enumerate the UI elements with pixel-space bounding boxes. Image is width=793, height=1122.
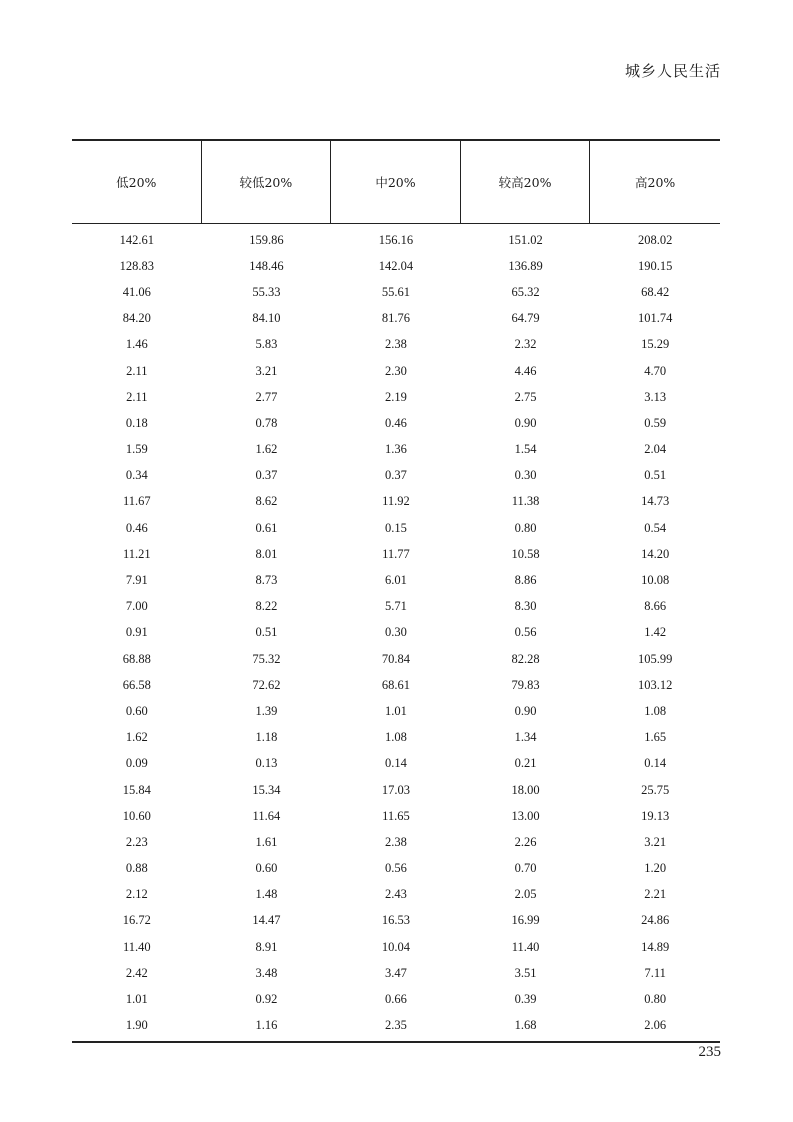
table-cell: 1.59 [125, 442, 148, 457]
table-cell: 1.62 [255, 442, 278, 457]
table-cell: 8.91 [255, 939, 278, 954]
table-cell: 1.65 [644, 730, 667, 745]
table-cell: 1.01 [125, 992, 148, 1007]
table-cell: 75.32 [252, 651, 281, 666]
table-row [72, 777, 720, 803]
table-cell: 0.60 [255, 861, 278, 876]
table-cell: 66.58 [122, 677, 151, 692]
table-cell: 16.53 [381, 913, 411, 928]
table-header [72, 139, 720, 224]
table-cell: 0.90 [514, 703, 537, 718]
table-cell: 7.11 [644, 965, 666, 980]
table-cell: 17.03 [381, 782, 411, 797]
running-head: 城乡人民生活 [624, 62, 721, 80]
table-cell: 0.46 [125, 520, 148, 535]
table-row [72, 882, 720, 908]
table-cell: 2.04 [644, 442, 667, 457]
table-cell: 142.04 [378, 258, 414, 273]
table-row [72, 410, 720, 436]
table-row [72, 332, 720, 358]
table-cell: 0.61 [255, 520, 278, 535]
table-cell: 1.48 [255, 887, 278, 902]
table-cell: 0.39 [514, 992, 537, 1007]
table-cell: 11.40 [122, 939, 151, 954]
table-cell: 8.66 [644, 599, 667, 614]
table-cell: 159.86 [249, 232, 284, 247]
table-cell: 11.21 [122, 546, 151, 561]
table-cell: 25.75 [641, 782, 670, 797]
table-cell: 7.91 [125, 573, 148, 588]
table-cell: 208.02 [637, 232, 673, 247]
table-cell: 16.72 [122, 913, 151, 928]
table-cell: 68.88 [122, 651, 151, 666]
table-cell: 0.13 [255, 756, 278, 771]
table-cell: 10.08 [641, 573, 670, 588]
table-cell: 1.34 [514, 730, 537, 745]
table-cell: 84.10 [252, 311, 281, 326]
table-cell: 11.40 [511, 939, 540, 954]
table-cell: 3.21 [255, 363, 278, 378]
table-cell: 0.80 [644, 992, 667, 1007]
table-cell: 14.89 [641, 939, 670, 954]
table-cell: 0.15 [385, 520, 407, 535]
table-row [72, 725, 720, 751]
table-cell: 8.86 [514, 573, 537, 588]
table-cell: 0.14 [644, 756, 667, 771]
table-cell: 2.43 [385, 887, 407, 902]
table-cell: 0.09 [125, 756, 148, 771]
table-cell: 18.00 [511, 782, 540, 797]
table-cell: 0.78 [255, 415, 278, 430]
table-row [72, 986, 720, 1012]
table-cell: 6.01 [385, 573, 407, 588]
table-cell: 84.20 [122, 311, 151, 326]
table-cell: 1.01 [385, 703, 407, 718]
table-cell: 151.02 [508, 232, 543, 247]
table-cell: 2.77 [255, 389, 278, 404]
table-cell: 55.61 [381, 284, 411, 299]
column-header: 高20% [635, 175, 676, 190]
table-cell: 2.32 [514, 337, 537, 352]
table-cell: 1.39 [255, 703, 278, 718]
table-cell: 55.33 [252, 284, 281, 299]
page-number: 235 [698, 1044, 721, 1060]
table-cell: 11.92 [382, 494, 410, 509]
table-row [72, 306, 720, 332]
table-row [72, 567, 720, 593]
table-cell: 190.15 [637, 258, 673, 273]
table-cell: 11.64 [252, 808, 281, 823]
table-cell: 2.21 [644, 887, 667, 902]
table-cell: 2.19 [385, 389, 407, 404]
table-body [72, 224, 720, 1043]
table-cell: 101.74 [637, 311, 673, 326]
table-row [72, 594, 720, 620]
table-cell: 105.99 [637, 651, 673, 666]
table-cell: 3.51 [514, 965, 537, 980]
table-row [72, 829, 720, 855]
table-cell: 0.88 [125, 861, 148, 876]
table-cell: 1.90 [125, 1018, 148, 1033]
table-cell: 1.54 [514, 442, 537, 457]
table-cell: 24.86 [641, 913, 670, 928]
table-cell: 2.11 [126, 389, 148, 404]
table-cell: 0.18 [125, 415, 148, 430]
table-cell: 0.66 [385, 992, 407, 1007]
table-cell: 0.30 [514, 468, 537, 483]
table-row [72, 463, 720, 489]
table-cell: 0.51 [644, 468, 667, 483]
table-cell: 1.08 [644, 703, 667, 718]
table-cell: 0.34 [125, 468, 148, 483]
table-cell: 2.75 [514, 389, 537, 404]
table-row [72, 1013, 720, 1039]
table-cell: 103.12 [637, 677, 673, 692]
table-row [72, 620, 720, 646]
table-cell: 2.26 [514, 834, 537, 849]
table-cell: 148.46 [249, 258, 284, 273]
table-row [72, 751, 720, 777]
table-row [72, 515, 720, 541]
table-cell: 0.37 [255, 468, 278, 483]
table-cell: 8.73 [255, 573, 278, 588]
table-cell: 0.37 [385, 468, 407, 483]
table-cell: 11.65 [382, 808, 410, 823]
column-header: 较低20% [202, 141, 332, 223]
table-cell: 72.62 [252, 677, 281, 692]
table-cell: 0.21 [514, 756, 537, 771]
table-cell: 1.08 [385, 730, 407, 745]
table-row [72, 803, 720, 829]
table-cell: 14.47 [252, 913, 281, 928]
column-header: 较高20% [461, 141, 591, 223]
table-row [72, 358, 720, 384]
table-cell: 3.21 [644, 834, 667, 849]
table-cell: 0.92 [255, 992, 278, 1007]
table-cell: 1.68 [514, 1018, 537, 1033]
table-cell: 136.89 [508, 258, 543, 273]
table-cell: 7.00 [125, 599, 148, 614]
table-row [72, 960, 720, 986]
table-cell: 81.76 [381, 311, 411, 326]
table-row [72, 856, 720, 882]
table-cell: 2.30 [385, 363, 407, 378]
table-row [72, 541, 720, 567]
table-cell: 1.18 [255, 730, 278, 745]
table-cell: 65.32 [511, 284, 540, 299]
table-cell: 1.46 [125, 337, 148, 352]
table-cell: 3.47 [385, 965, 407, 980]
table-cell: 142.61 [119, 232, 154, 247]
table-cell: 2.35 [385, 1018, 407, 1033]
table-cell: 5.83 [255, 337, 278, 352]
table-row [72, 253, 720, 279]
table-cell: 2.38 [385, 337, 407, 352]
table-cell: 3.48 [255, 965, 278, 980]
table-cell: 3.13 [644, 389, 667, 404]
table-cell: 1.62 [125, 730, 148, 745]
table-cell: 70.84 [381, 651, 411, 666]
table-cell: 0.90 [514, 415, 537, 430]
table-cell: 156.16 [378, 232, 414, 247]
column-header: 中20% [331, 141, 461, 223]
table-cell: 4.70 [644, 363, 667, 378]
table-row [72, 437, 720, 463]
table-cell: 1.20 [644, 861, 667, 876]
table-cell: 1.61 [255, 834, 278, 849]
table-cell: 15.84 [122, 782, 151, 797]
table-cell: 2.11 [126, 363, 148, 378]
table-cell: 4.46 [514, 363, 537, 378]
table-row [72, 279, 720, 305]
table-cell: 1.36 [385, 442, 407, 457]
table-cell: 0.80 [514, 520, 537, 535]
table-cell: 0.14 [385, 756, 407, 771]
table-cell: 2.38 [385, 834, 407, 849]
table-cell: 8.62 [255, 494, 278, 509]
table-cell: 0.56 [514, 625, 537, 640]
table-cell: 8.30 [514, 599, 537, 614]
table-cell: 41.06 [122, 284, 151, 299]
table-cell: 5.71 [385, 599, 407, 614]
table-cell: 2.23 [125, 834, 148, 849]
table-cell: 0.70 [514, 861, 537, 876]
table-cell: 0.59 [644, 415, 667, 430]
table-cell: 19.13 [641, 808, 670, 823]
table-cell: 15.34 [252, 782, 281, 797]
table-cell: 79.83 [511, 677, 540, 692]
table-cell: 10.60 [122, 808, 151, 823]
column-header: 低20% [72, 141, 202, 223]
table-cell: 68.61 [381, 677, 411, 692]
table-cell: 2.42 [125, 965, 148, 980]
table-cell: 0.91 [125, 625, 148, 640]
table-cell: 10.58 [511, 546, 540, 561]
table-cell: 8.22 [255, 599, 278, 614]
table-cell: 11.67 [122, 494, 151, 509]
table-cell: 0.46 [385, 415, 407, 430]
table-cell: 2.12 [125, 887, 148, 902]
table-row [72, 489, 720, 515]
table-cell: 8.01 [255, 546, 278, 561]
table-cell: 64.79 [511, 311, 540, 326]
table-cell: 11.77 [382, 546, 410, 561]
data-table [72, 139, 720, 1043]
table-cell: 0.51 [255, 625, 278, 640]
table-row [72, 908, 720, 934]
table-cell: 2.06 [644, 1018, 667, 1033]
table-row [72, 227, 720, 253]
table-cell: 0.56 [385, 861, 407, 876]
table-cell: 10.04 [381, 939, 411, 954]
table-row [72, 698, 720, 724]
table-row [72, 646, 720, 672]
table-cell: 1.42 [644, 625, 667, 640]
table-cell: 2.05 [514, 887, 537, 902]
table-row [72, 672, 720, 698]
table-cell: 82.28 [511, 651, 540, 666]
table-cell: 0.60 [125, 703, 148, 718]
table-cell: 0.54 [644, 520, 667, 535]
table-cell: 16.99 [511, 913, 540, 928]
table-cell: 13.00 [511, 808, 540, 823]
table-cell: 14.73 [641, 494, 670, 509]
table-cell: 14.20 [641, 546, 670, 561]
table-cell: 0.30 [385, 625, 407, 640]
table-row [72, 384, 720, 410]
table-cell: 68.42 [641, 284, 670, 299]
table-row [72, 934, 720, 960]
table-cell: 128.83 [119, 258, 154, 273]
table-cell: 1.16 [255, 1018, 278, 1033]
table-cell: 15.29 [641, 337, 670, 352]
table-cell: 11.38 [511, 494, 540, 509]
